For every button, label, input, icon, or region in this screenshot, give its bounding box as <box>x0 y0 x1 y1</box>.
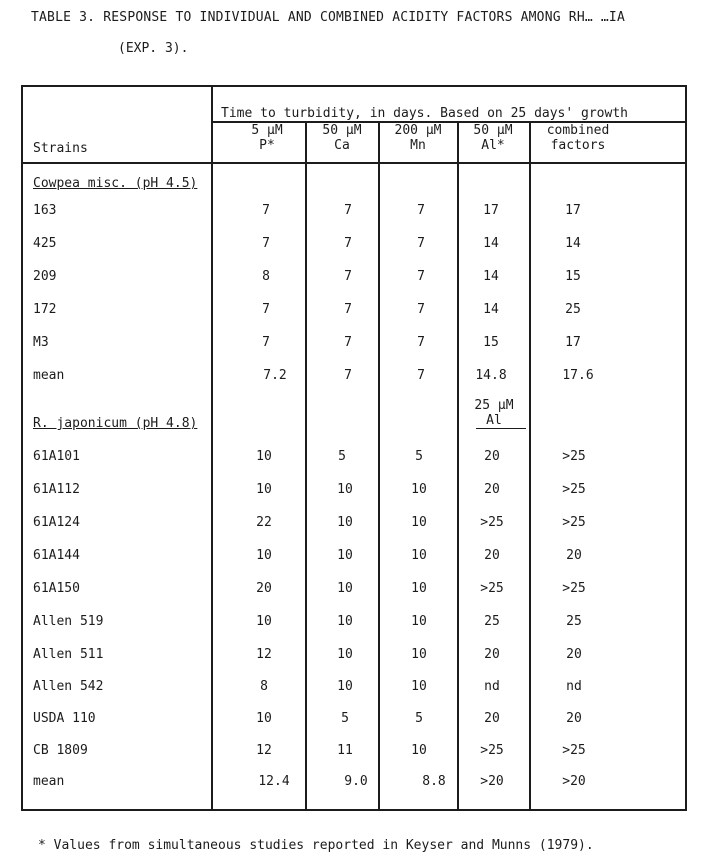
al-subheader-rule <box>476 428 526 429</box>
table-row <box>21 449 685 469</box>
table-row <box>21 711 685 731</box>
value-cell: 5 <box>415 449 423 464</box>
value-cell: 10 <box>411 647 427 662</box>
table-row-mean <box>21 368 685 388</box>
header-col-mn-line1: 200 µM <box>394 123 442 138</box>
value-cell: 10 <box>411 482 427 497</box>
value-cell: 14 <box>483 302 499 317</box>
value-cell: 10 <box>256 711 272 726</box>
value-cell: 10 <box>411 581 427 596</box>
value-cell: 7 <box>344 368 352 383</box>
value-cell: 7 <box>417 368 425 383</box>
al-subheader-line2: Al <box>486 413 502 428</box>
value-cell: 7 <box>417 236 425 251</box>
table-row <box>21 302 685 322</box>
value-cell: 12 <box>256 743 272 758</box>
value-cell: 14 <box>565 236 581 251</box>
value-cell: 10 <box>337 614 353 629</box>
section-label-cowpea: Cowpea misc. (pH 4.5) <box>33 176 198 191</box>
section-label-japonicum: R. japonicum (pH 4.8) <box>33 416 198 431</box>
value-cell: 10 <box>411 743 427 758</box>
value-cell: 5 <box>415 711 423 726</box>
strain-cell: 172 <box>33 302 57 317</box>
value-cell: >25 <box>480 515 504 530</box>
value-cell: >20 <box>480 774 504 789</box>
table-row <box>21 335 685 355</box>
value-cell: 10 <box>337 548 353 563</box>
header-col-combined-line2: factors <box>550 138 606 153</box>
value-cell: 17.6 <box>562 368 594 383</box>
value-cell: 10 <box>337 647 353 662</box>
value-cell: 17 <box>565 335 581 350</box>
header-strains: Strains <box>33 141 88 156</box>
value-cell: >25 <box>562 515 586 530</box>
value-cell: 7.2 <box>263 368 287 383</box>
footnote: * Values from simultaneous studies reported in Keyser and Munns (1979). <box>38 838 594 853</box>
value-cell: 7 <box>344 203 352 218</box>
al-25um-subheader <box>469 398 519 428</box>
column-divider <box>211 85 213 809</box>
value-cell: 17 <box>565 203 581 218</box>
value-cell: 7 <box>417 203 425 218</box>
value-cell: 15 <box>565 269 581 284</box>
value-cell: 7 <box>417 269 425 284</box>
table-row <box>21 614 685 634</box>
header-bottom-rule <box>21 162 685 164</box>
header-col-ca-line2: Ca <box>334 138 350 153</box>
value-cell: 14 <box>483 269 499 284</box>
strain-cell: 61A144 <box>33 548 80 563</box>
value-cell: 7 <box>262 302 270 317</box>
strain-cell: 61A112 <box>33 482 80 497</box>
value-cell: 10 <box>256 449 272 464</box>
strain-cell: USDA 110 <box>33 711 96 726</box>
strain-cell: Allen 519 <box>33 614 104 629</box>
strain-cell: M3 <box>33 335 49 350</box>
header-col-p <box>217 123 317 153</box>
value-cell: nd <box>484 679 500 694</box>
value-cell: 15 <box>483 335 499 350</box>
header-col-al-line1: 50 µM <box>473 123 513 138</box>
table-title: TABLE 3. RESPONSE TO INDIVIDUAL AND COMBINED ACIDITY FACTORS AMONG RH… …IA <box>31 10 625 25</box>
strain-cell: 163 <box>33 203 57 218</box>
value-cell: 5 <box>341 711 349 726</box>
value-cell: 11 <box>337 743 353 758</box>
value-cell: 12 <box>256 647 272 662</box>
al-subheader-line1: 25 µM <box>474 398 514 413</box>
value-cell: 20 <box>484 449 500 464</box>
value-cell: 20 <box>566 711 582 726</box>
strain-cell: mean <box>33 368 65 383</box>
value-cell: >25 <box>562 743 586 758</box>
value-cell: 10 <box>256 548 272 563</box>
value-cell: 12.4 <box>258 774 290 789</box>
value-cell: 7 <box>344 302 352 317</box>
table-subtitle: (EXP. 3). <box>118 41 189 56</box>
strain-cell: CB 1809 <box>33 743 88 758</box>
value-cell: 14.8 <box>475 368 507 383</box>
value-cell: >25 <box>562 581 586 596</box>
value-cell: >25 <box>562 449 586 464</box>
strain-cell: 61A124 <box>33 515 80 530</box>
value-cell: 8 <box>262 269 270 284</box>
header-col-mn <box>380 123 456 153</box>
value-cell: 7 <box>417 302 425 317</box>
value-cell: 7 <box>344 236 352 251</box>
value-cell: nd <box>566 679 582 694</box>
header-group-label: Time to turbidity, in days. Based on 25 days' growth <box>221 106 628 121</box>
value-cell: 8.8 <box>422 774 446 789</box>
value-cell: >20 <box>562 774 586 789</box>
strain-cell: 209 <box>33 269 57 284</box>
value-cell: 14 <box>483 236 499 251</box>
table-row-mean <box>21 774 685 794</box>
value-cell: 10 <box>256 482 272 497</box>
value-cell: 10 <box>411 548 427 563</box>
value-cell: 7 <box>344 335 352 350</box>
table-row <box>21 581 685 601</box>
header-col-mn-line2: Mn <box>410 138 426 153</box>
value-cell: 10 <box>411 614 427 629</box>
value-cell: 20 <box>566 647 582 662</box>
value-cell: 20 <box>256 581 272 596</box>
value-cell: 9.0 <box>344 774 368 789</box>
value-cell: >25 <box>562 482 586 497</box>
value-cell: 10 <box>411 679 427 694</box>
value-cell: 10 <box>337 679 353 694</box>
header-col-combined <box>533 123 623 153</box>
value-cell: 8 <box>260 679 268 694</box>
value-cell: 17 <box>483 203 499 218</box>
value-cell: >25 <box>480 581 504 596</box>
data-table <box>21 85 685 809</box>
table-row <box>21 647 685 667</box>
strain-cell: 61A150 <box>33 581 80 596</box>
value-cell: 10 <box>337 482 353 497</box>
value-cell: 20 <box>484 548 500 563</box>
value-cell: 20 <box>484 711 500 726</box>
table-row <box>21 236 685 256</box>
table-row <box>21 743 685 763</box>
header-col-al <box>459 123 527 153</box>
table-row <box>21 548 685 568</box>
table-frame <box>21 85 687 811</box>
value-cell: 20 <box>484 482 500 497</box>
table-row <box>21 679 685 699</box>
value-cell: >25 <box>480 743 504 758</box>
strain-cell: Allen 511 <box>33 647 104 662</box>
value-cell: 10 <box>337 581 353 596</box>
table-row <box>21 269 685 289</box>
value-cell: 7 <box>417 335 425 350</box>
strain-cell: 61A101 <box>33 449 80 464</box>
value-cell: 20 <box>566 548 582 563</box>
header-col-ca <box>307 123 377 153</box>
value-cell: 22 <box>256 515 272 530</box>
strain-cell: Allen 542 <box>33 679 104 694</box>
value-cell: 7 <box>262 203 270 218</box>
header-col-ca-line1: 50 µM <box>322 123 362 138</box>
table-row <box>21 515 685 535</box>
value-cell: 25 <box>565 302 581 317</box>
header-col-al-line2: Al* <box>481 138 505 153</box>
value-cell: 25 <box>566 614 582 629</box>
table-row <box>21 203 685 223</box>
value-cell: 25 <box>484 614 500 629</box>
value-cell: 7 <box>262 335 270 350</box>
value-cell: 20 <box>484 647 500 662</box>
strain-cell: 425 <box>33 236 57 251</box>
header-col-combined-line1: combined <box>546 123 610 138</box>
value-cell: 7 <box>262 236 270 251</box>
header-col-p-line1: 5 µM <box>251 123 283 138</box>
value-cell: 10 <box>411 515 427 530</box>
table-row <box>21 482 685 502</box>
header-col-p-line2: P* <box>259 138 275 153</box>
value-cell: 7 <box>344 269 352 284</box>
value-cell: 5 <box>338 449 346 464</box>
value-cell: 10 <box>337 515 353 530</box>
value-cell: 10 <box>256 614 272 629</box>
strain-cell: mean <box>33 774 65 789</box>
